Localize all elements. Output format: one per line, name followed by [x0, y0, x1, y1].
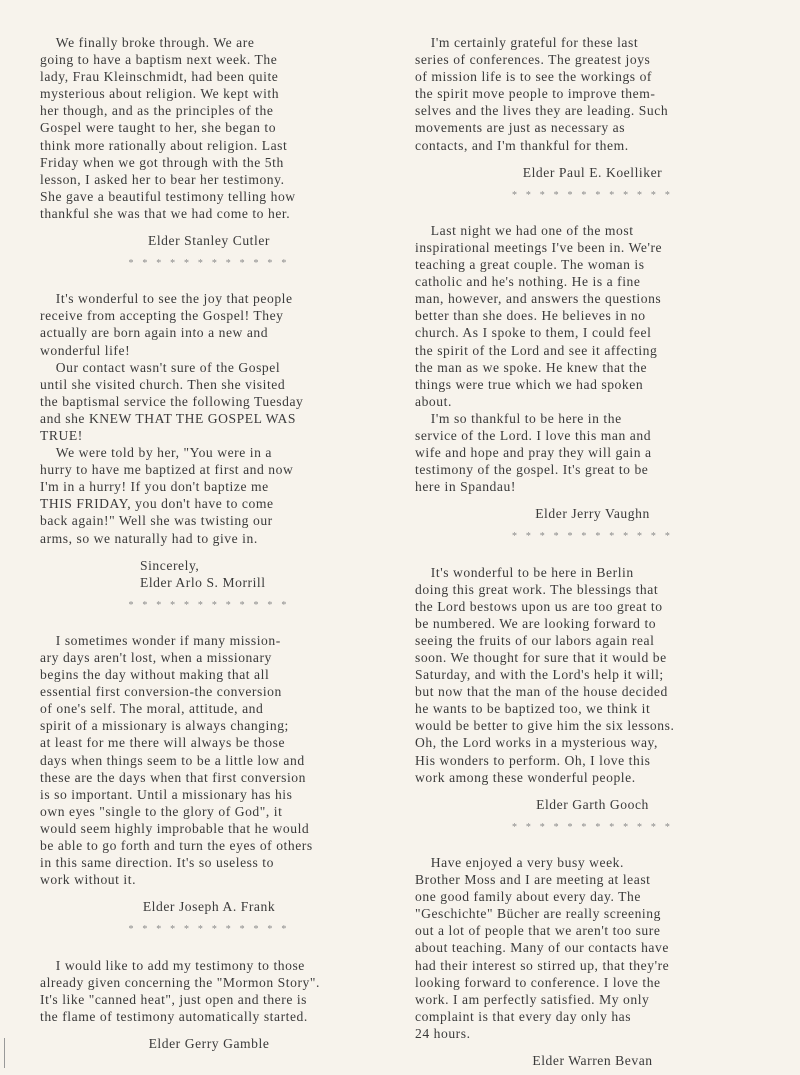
body-line: movements are just as necessary as: [415, 120, 626, 136]
body-line: he wants to be baptized too, we think it: [415, 701, 651, 717]
body-line: It's like "canned heat", just open and there is: [40, 991, 308, 1007]
body-line: I would like to add my testimony to those: [40, 957, 305, 973]
body-line: wife and hope and pray they will gain a: [415, 445, 652, 461]
body-line: She gave a beautiful testimony telling how: [40, 188, 296, 204]
body-line: series of conferences. The greatest joys: [415, 52, 651, 68]
body-line: already given concerning the "Mormon Story".: [40, 974, 320, 990]
body-line: Gospel were taught to her, she began to: [40, 120, 277, 136]
body-line: I'm so thankful to be here in the: [415, 410, 622, 426]
testimony-entry: [40, 290, 378, 614]
signature-line: Elder Jerry Vaughn: [535, 506, 650, 522]
right-column: [415, 34, 770, 1075]
body-line: would seem highly improbable that he would: [40, 820, 310, 836]
body-line: begins the day without making that all: [40, 667, 270, 683]
body-line: complaint is that every day only has: [415, 1008, 632, 1024]
body-line: essential first conversion-the conversion: [40, 684, 282, 700]
body-line: out a lot of people that we aren't too sure: [415, 923, 661, 939]
body-line: testimony of the gospel. It's great to be: [415, 462, 649, 478]
body-line: would be better to give him the six lessons.: [415, 718, 675, 734]
body-line: ary days aren't lost, when a missionary: [40, 650, 272, 665]
body-line: Oh, the Lord works in a mysterious way,: [415, 735, 658, 751]
body-line: of mission life is to see the workings of: [415, 69, 653, 85]
body-line: Our contact wasn't sure of the Gospel: [40, 359, 281, 375]
body-line: Have enjoyed a very busy week.: [415, 854, 624, 870]
body-line: I'm in a hurry! If you don't baptize me: [40, 479, 269, 495]
signature-line: Elder Warren Bevan: [532, 1052, 653, 1068]
body-line: the man as we spoke. He knew that the: [415, 359, 648, 375]
body-line: seeing the fruits of our labors again real: [415, 632, 655, 648]
star-divider: * * * * * * * * * * * *: [511, 531, 674, 543]
left-column: [40, 34, 378, 1058]
testimony-entry: [415, 34, 770, 204]
signature-line: Elder Gerry Gamble: [148, 1035, 270, 1051]
testimony-entry: [415, 222, 770, 546]
body-line: better than she does. He believes in no: [415, 308, 646, 324]
body-line: work among these wonderful people.: [415, 769, 636, 785]
body-line: arms, so we naturally had to give in.: [40, 530, 258, 546]
body-line: hurry to have me baptized at first and now: [40, 462, 294, 478]
body-line: church. As I spoke to them, I could feel: [415, 325, 652, 341]
body-line: the spirit move people to improve them-: [415, 86, 656, 102]
body-line: looking forward to conference. I love the: [415, 974, 661, 990]
body-line: be numbered. We are looking forward to: [415, 615, 657, 631]
signature-line: Sincerely,: [140, 557, 200, 573]
body-line: inspirational meetings I've been in. We're: [415, 239, 663, 255]
body-line: I'm certainly grateful for these last: [415, 35, 639, 50]
body-line: in this same direction. It's so useless to: [40, 855, 274, 871]
body-line: these are the days when that first conversion: [40, 769, 306, 785]
body-line: service of the Lord. I love this man and: [415, 427, 652, 443]
body-line: the Lord bestows upon us are too great to: [415, 598, 663, 614]
body-line: one good family about every day. The: [415, 889, 641, 905]
body-line: going to have a baptism next week. The: [40, 52, 278, 68]
body-line: Last night we had one of the most: [415, 222, 634, 238]
testimony-entry: [415, 564, 770, 836]
signature-line: Elder Garth Gooch: [536, 796, 649, 812]
body-line: the spirit of the Lord and see it affecting: [415, 342, 658, 358]
body-line: about.: [415, 393, 452, 409]
body-line: thankful she was that we had come to her.: [40, 205, 291, 221]
body-line: It's wonderful to be here in Berlin: [415, 564, 634, 580]
body-line: teaching a great couple. The woman is: [415, 257, 645, 273]
body-line: her though, and as the principles of the: [40, 103, 274, 119]
testimony-entry: [415, 854, 770, 1069]
body-line: had their interest so stirred up, that they're: [415, 957, 670, 973]
body-line: but now that the man of the house decided: [415, 684, 668, 700]
testimony-entry: [40, 34, 378, 272]
body-line: doing this great work. The blessings that: [415, 581, 659, 597]
body-line: catholic and he's nothing. He is a fine: [415, 274, 641, 290]
body-line: Friday when we got through with the 5th: [40, 154, 284, 170]
body-line: the baptismal service the following Tuesday: [40, 393, 304, 409]
body-line: Saturday, and with the Lord's help it will;: [415, 667, 664, 683]
body-line: lesson, I asked her to bear her testimony.: [40, 171, 285, 187]
body-line: selves and the lives they are leading. Such: [415, 103, 669, 119]
body-line: contacts, and I'm thankful for them.: [415, 137, 629, 153]
body-line: I sometimes wonder if many mission-: [40, 632, 281, 648]
star-divider: * * * * * * * * * * * *: [128, 258, 290, 270]
body-line: the flame of testimony automatically started.: [40, 1008, 308, 1024]
body-line: mysterious about religion. We kept with: [40, 86, 280, 102]
signature-line: Elder Stanley Cutler: [148, 233, 270, 249]
body-line: wonderful life!: [40, 342, 131, 358]
body-line: man, however, and answers the questions: [415, 291, 662, 307]
body-line: work without it.: [40, 872, 137, 888]
body-line: at least for me there will always be those: [40, 735, 286, 751]
testimony-entry: [40, 957, 378, 1052]
body-line: actually are born again into a new and: [40, 325, 269, 341]
body-line: receive from accepting the Gospel! They: [40, 308, 284, 324]
body-line: His wonders to perform. Oh, I love this: [415, 752, 651, 768]
signature-line: Elder Joseph A. Frank: [142, 899, 276, 915]
star-divider: * * * * * * * * * * * *: [511, 821, 674, 833]
body-line: soon. We thought for sure that it would be: [415, 650, 667, 665]
body-line: TRUE!: [40, 427, 83, 443]
body-line: 24 hours.: [415, 1025, 471, 1041]
body-line: here in Spandau!: [415, 479, 516, 495]
body-line: work. I am perfectly satisfied. My only: [415, 991, 650, 1007]
star-divider: * * * * * * * * * * * *: [511, 189, 674, 201]
body-line: and she KNEW THAT THE GOSPEL WAS: [40, 410, 296, 426]
body-line: be able to go forth and turn the eyes of others: [40, 838, 313, 854]
body-line: things were true which we had spoken: [415, 376, 644, 392]
body-line: back again!" Well she was twisting our: [40, 513, 273, 529]
star-divider: * * * * * * * * * * * *: [128, 599, 290, 611]
body-line: THIS FRIDAY, you don't have to come: [40, 496, 274, 512]
testimony-entry: [40, 632, 378, 939]
body-line: We finally broke through. We are: [40, 35, 255, 50]
body-line: spirit of a missionary is always changing;: [40, 718, 289, 734]
body-line: lady, Frau Kleinschmidt, had been quite: [40, 69, 279, 85]
body-line: "Geschichte" Bücher are really screening: [415, 906, 661, 922]
body-line: is so important. Until a missionary has his: [40, 786, 293, 802]
body-line: We were told by her, "You were in a: [40, 445, 272, 461]
body-line: of one's self. The moral, attitude, and: [40, 701, 264, 717]
page-edge-mark: [4, 1038, 5, 1068]
star-divider: * * * * * * * * * * * *: [128, 924, 290, 936]
signature-line: Elder Arlo S. Morrill: [140, 574, 266, 590]
signature-line: Elder Paul E. Koelliker: [522, 164, 663, 180]
body-line: about teaching. Many of our contacts have: [415, 940, 669, 956]
body-line: until she visited church. Then she visited: [40, 376, 286, 392]
body-line: own eyes "single to the glory of God", it: [40, 803, 283, 819]
body-line: Brother Moss and I are meeting at least: [415, 872, 651, 888]
body-line: It's wonderful to see the joy that people: [40, 291, 293, 307]
body-line: days when things seem to be a little low and: [40, 752, 305, 768]
body-line: think more rationally about religion. Last: [40, 137, 288, 153]
